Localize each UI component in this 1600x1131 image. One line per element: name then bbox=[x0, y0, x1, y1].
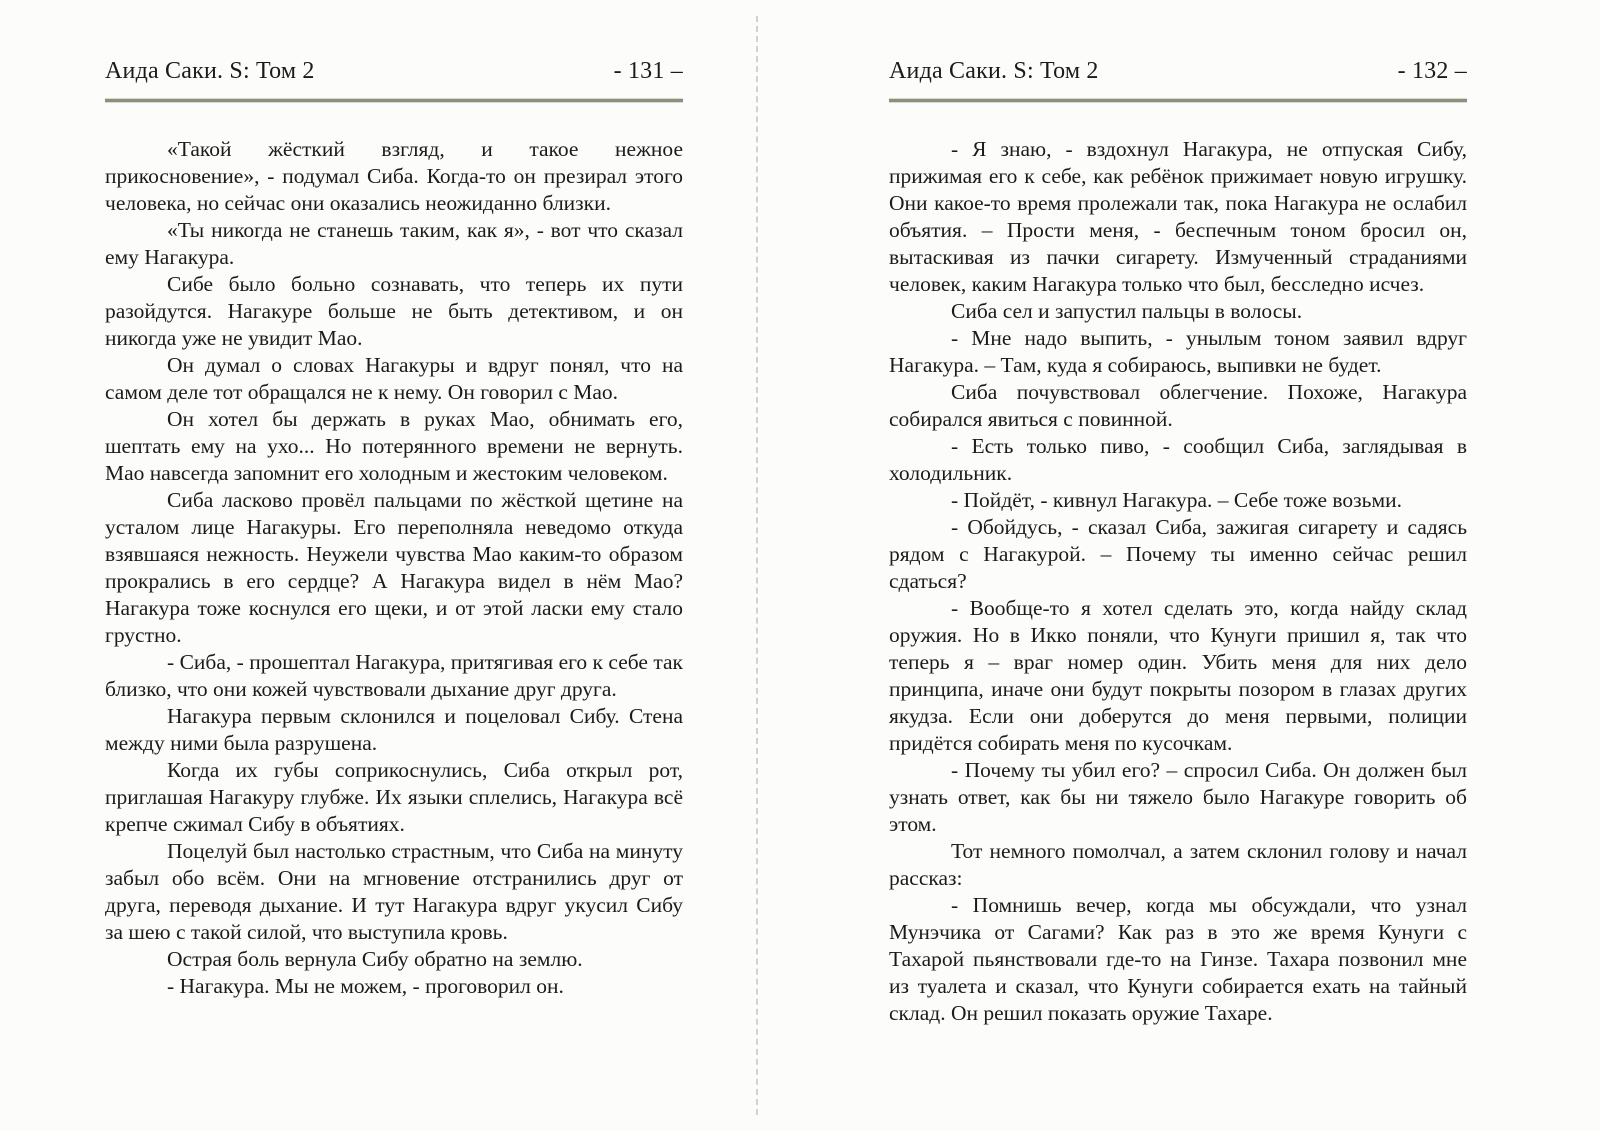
page-spread-divider bbox=[756, 16, 758, 1115]
paragraph: - Нагакура. Мы не можем, - проговорил он. bbox=[167, 974, 564, 998]
paragraph: - Почему ты убил его? – спросил Сиба. Он должен был узнать ответ, как бы ни тяжело было Нагакуре говорить об этом. bbox=[889, 758, 1467, 836]
page-header bbox=[889, 58, 1467, 85]
paragraph: - Обойдусь, - сказал Сиба, зажигая сигарету и садясь рядом с Нагакурой. – Почему ты именно сейчас решил сдаться? bbox=[889, 515, 1467, 593]
paragraph: - Помнишь вечер, когда мы обсуждали, что узнал Мунэчика от Сагами? Как раз в это же время Кунуги с Тахарой пьянствовали где-то на Гинзе. Тахара позвонил мне из туалета и сказал, что Кунуги собирается ехать на тайный склад. Он решил показать оружие Тахаре. bbox=[889, 893, 1467, 1025]
page-text-column bbox=[105, 136, 683, 1000]
paragraph: Сиба почувствовал облегчение. Похоже, Нагакура собирался явиться с повинной. bbox=[889, 380, 1467, 431]
paragraph: - Сиба, - прошептал Нагакура, притягивая его к себе так близко, что они кожей чувствовали дыхание друг друга. bbox=[105, 650, 683, 701]
paragraph: Поцелуй был настолько страстным, что Сиба на минуту забыл обо всём. Они на мгновение отстранились друг от друга, переводя дыхание. И тут Нагакура вдруг укусил Сибу за шею с такой силой, что выступила кровь. bbox=[105, 839, 683, 944]
paragraph: Когда их губы соприкоснулись, Сиба открыл рот, приглашая Нагакуру глубже. Их языки сплелись, Нагакура всё крепче сжимал Сибу в объятиях. bbox=[105, 758, 683, 836]
running-book-title: Аида Саки. S: Том 2 bbox=[105, 58, 315, 84]
header-rule bbox=[105, 98, 683, 103]
paragraph: Тот немного помолчал, а затем склонил голову и начал рассказ: bbox=[889, 839, 1467, 890]
paragraph: - Пойдёт, - кивнул Нагакура. – Себе тоже возьми. bbox=[951, 488, 1402, 512]
page-number: - 132 – bbox=[1397, 58, 1467, 84]
paragraph: Он хотел бы держать в руках Мао, обнимать его, шептать ему на ухо... Но потерянного времени не вернуть. Мао навсегда запомнит его холодным и жестоким человеком. bbox=[105, 407, 683, 485]
page-header bbox=[105, 58, 683, 85]
paragraph: «Ты никогда не станешь таким, как я», - вот что сказал ему Нагакура. bbox=[105, 218, 683, 269]
paragraph: Он думал о словах Нагакуры и вдруг понял, что на самом деле тот обращался не к нему. Он говорил с Мао. bbox=[105, 353, 683, 404]
paragraph: Острая боль вернула Сибу обратно на землю. bbox=[167, 947, 583, 971]
paragraph: Сибе было больно сознавать, что теперь их пути разойдутся. Нагакуре больше не быть детективом, и он никогда уже не увидит Мао. bbox=[105, 272, 683, 350]
running-book-title: Аида Саки. S: Том 2 bbox=[889, 58, 1099, 84]
book-page-132 bbox=[889, 58, 1467, 1027]
paragraph: - Я знаю, - вздохнул Нагакура, не отпуская Сибу, прижимая его к себе, как ребёнок прижимает новую игрушку. Они какое-то время пролежали так, пока Нагакура не ослабил объятия. – Прости меня, - беспечным тоном бросил он, вытаскивая из пачки сигарету. Измученный страданиями человек, каким Нагакура только что был, бесследно исчез. bbox=[889, 137, 1467, 296]
page-text-column bbox=[889, 136, 1467, 1027]
paragraph: Сиба ласково провёл пальцами по жёсткой щетине на усталом лице Нагакуры. Его переполняла неведомо откуда взявшаяся нежность. Неужели чувства Мао каким-то образом прокрались в его сердце? А Нагакура видел в нём Мао? Нагакура тоже коснулся его щеки, и от этой ласки ему стало грустно. bbox=[105, 488, 683, 647]
paragraph: «Такой жёсткий взгляд, и такое нежное прикосновение», - подумал Сиба. Когда-то он презирал этого человека, но сейчас они оказались неожиданно близки. bbox=[105, 137, 683, 215]
paragraph: - Вообще-то я хотел сделать это, когда найду склад оружия. Но в Икко поняли, что Кунуги пришил я, так что теперь я – враг номер один. Убить меня для них дело принципа, иначе они будут покрыты позором в глазах других якудза. Если они доберутся до меня первыми, полиции придётся собирать меня по кусочкам. bbox=[889, 596, 1467, 755]
page-number: - 131 – bbox=[613, 58, 683, 84]
paragraph: - Мне надо выпить, - унылым тоном заявил вдруг Нагакура. – Там, куда я собираюсь, выпивки не будет. bbox=[889, 326, 1467, 377]
paragraph: - Есть только пиво, - сообщил Сиба, заглядывая в холодильник. bbox=[889, 434, 1467, 485]
paragraph: Нагакура первым склонился и поцеловал Сибу. Стена между ними была разрушена. bbox=[105, 704, 683, 755]
book-page-131 bbox=[105, 58, 683, 1000]
paragraph: Сиба сел и запустил пальцы в волосы. bbox=[951, 299, 1303, 323]
header-rule bbox=[889, 98, 1467, 103]
